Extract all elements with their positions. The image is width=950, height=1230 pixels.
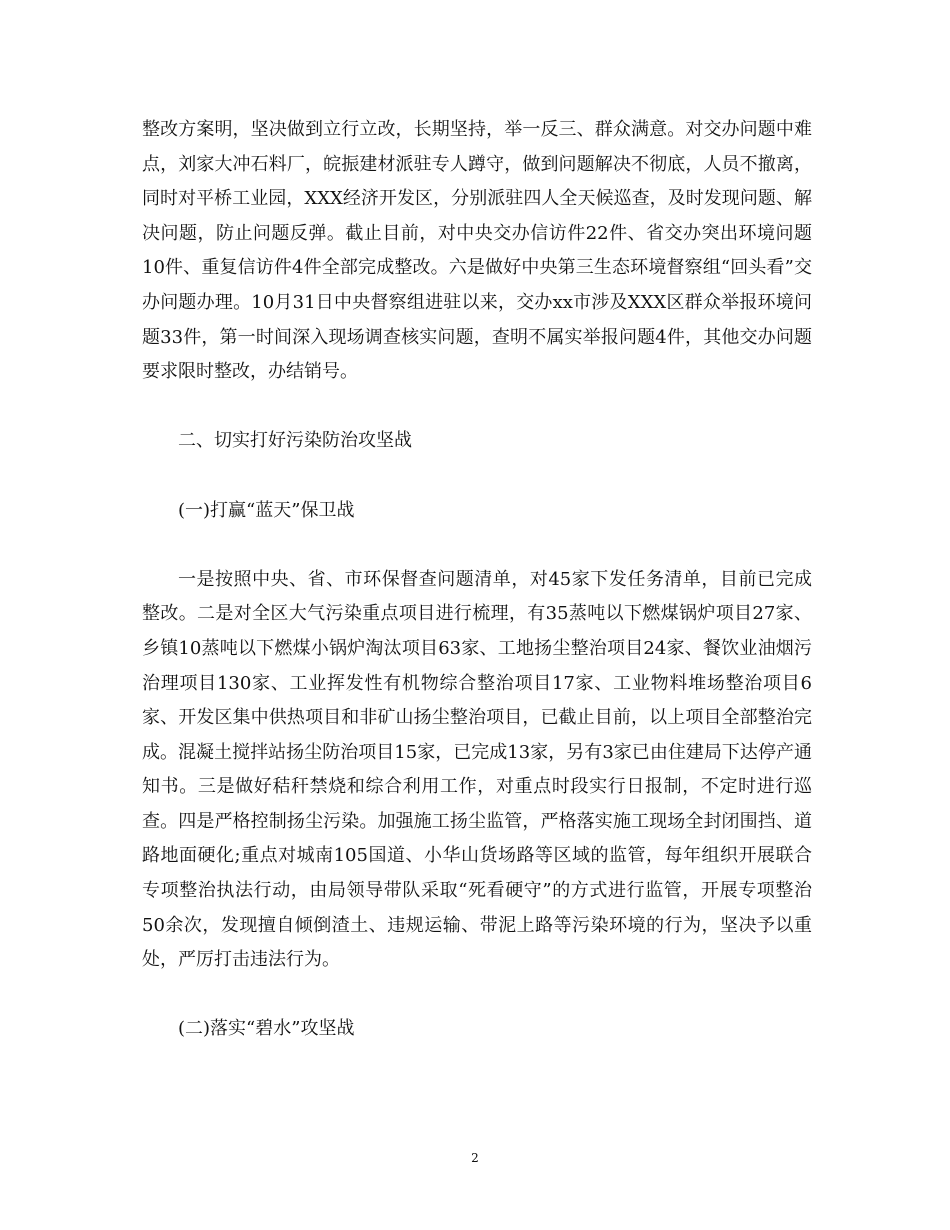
- body-paragraph-air-pollution: 一是按照中央、省、市环保督查问题清单，对45家下发任务清单，目前已完成整改。二是对全区大气污染重点项目进行梳理，有35蒸吨以下燃煤锅炉项目27家、乡镇10蒸吨以下燃煤小锅炉淘汰项目63家、工地扬尘整治项目24家、餐饮业油烟污治理项目130家、工业挥发性有机物综合整治项目17家、工业物料堆场整治项目6家、开发区集中供热项目和非矿山扬尘整治项目，已截止目前，以上项目全部整治完成。混凝土搅拌站扬尘防治项目15家，已完成13家，另有3家已由住建局下达停产通知书。三是做好秸秆禁烧和综合利用工作，对重点时段实行日报制，不定时进行巡查。四是严格控制扬尘污染。加强施工扬尘监管，严格落实施工现场全封闭围挡、道路地面硬化;重点对城南105国道、小华山货场路等区域的监管，每年组织开展联合专项整治执法行动，由局领导带队采取“死看硬守”的方式进行监管，开展专项整治50余次，发现擅自倾倒渣土、违规运输、带泥上路等污染环境的行为，坚决予以重处，严厉打击违法行为。: [142, 568, 812, 971]
- paragraph-spacer: [142, 978, 812, 1013]
- document-body: [142, 113, 812, 1047]
- subsection-heading-clear-water: (二)落实“碧水”攻坚战: [178, 1018, 355, 1040]
- subsection-heading-blue-sky: (一)打赢“蓝天”保卫战: [178, 499, 355, 521]
- section-heading: 二、切实打好污染防治攻坚战: [178, 430, 412, 452]
- page-number: 2: [471, 1151, 479, 1165]
- paragraph-spacer: [142, 459, 812, 494]
- paragraph-spacer: [142, 528, 812, 563]
- body-paragraph-continuation: 整改方案明，坚决做到立行立改，长期坚持，举一反三、群众满意。对交办问题中难点，刘家大冲石料厂，皖振建材派驻专人蹲守，做到问题解决不彻底，人员不撤离，同时对平桥工业园，XXX经济开发区，分别派驻四人全天候巡查，及时发现问题、解决问题，防止问题反弹。截止目前，对中央交办信访件22件、省交办突出环境问题10件、重复信访件4件全部完成整改。六是做好中央第三生态环境督察组“回头看”交办问题办理。10月31日中央督察组进驻以来，交办xx市涉及XXX区群众举报环境问题33件，第一时间深入现场调查核实问题，查明不属实举报问题4件，其他交办问题要求限时整改，办结销号。: [142, 119, 812, 383]
- paragraph-spacer: [142, 390, 812, 425]
